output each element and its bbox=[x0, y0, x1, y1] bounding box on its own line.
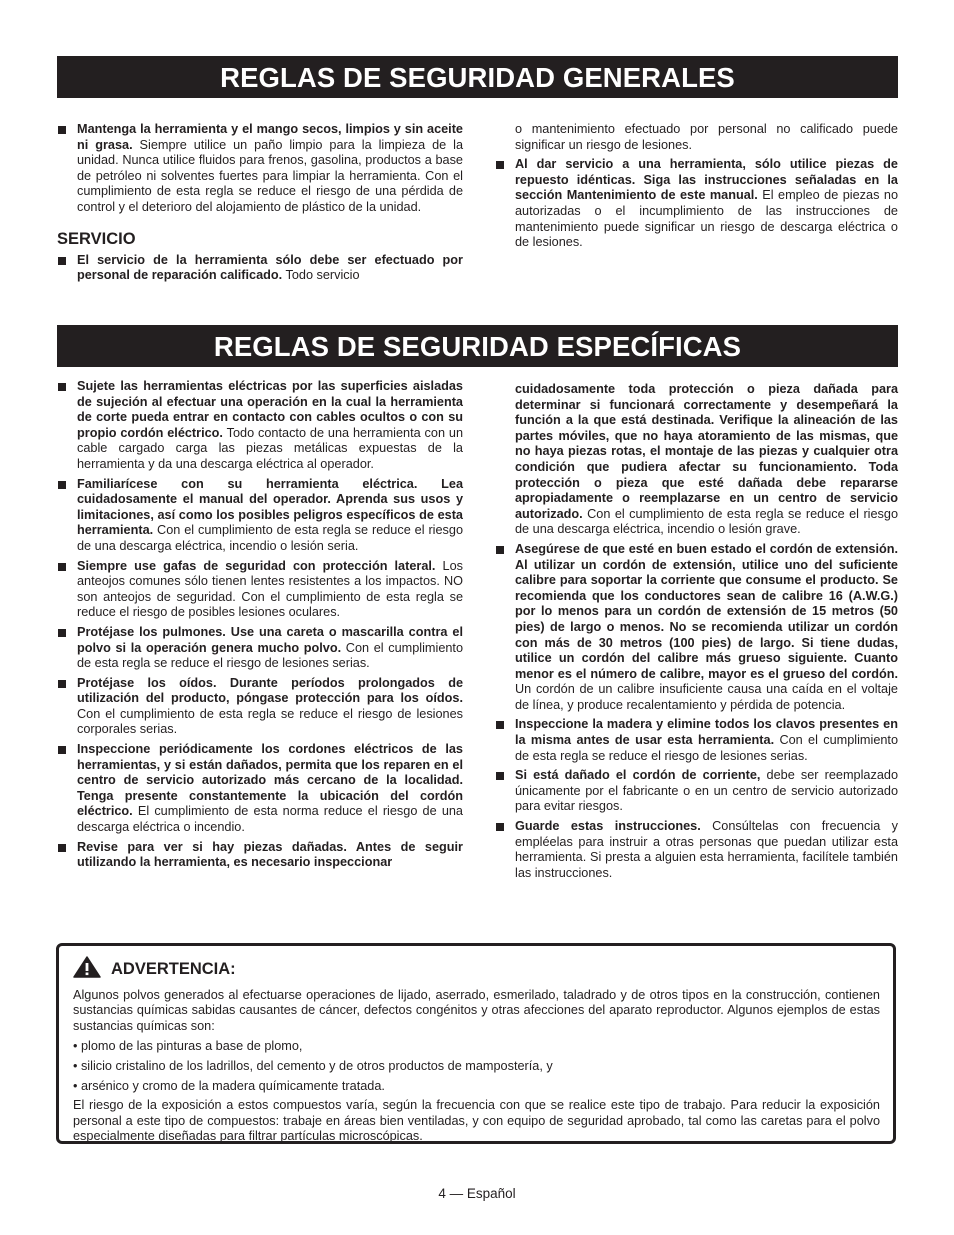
rule-continuation bbox=[495, 122, 898, 153]
warning-intro: Algunos polvos generados al efectuarse operaciones de lijado, aserrado, esmerilado, taladrado y de otros tipos en la construcción, contienen sustancias químicas sabidas causantes de cáncer, defectos congénitos y otras afecciones del aparato reproductor. Algunos ejemplos de estas sustancias químicas son: bbox=[73, 987, 880, 1033]
section-title-general: REGLAS DE SEGURIDAD GENERALES bbox=[220, 62, 735, 93]
rule-item bbox=[57, 676, 463, 738]
rule-text: Siempre utilice un paño limpio para la limpieza de la unidad. Nunca utilice fluidos para frenos, gasolina, productos a base de petróleo ni solventes fuertes para limpiar la herramienta. Con el cumplimiento de esta regla se reduce el riesgo de una pérdida de control y el deterioro del alojamiento de plástico de la unidad. bbox=[77, 137, 463, 214]
rule-item bbox=[57, 559, 463, 621]
rule-lead: Asegúrese de que esté en buen estado el cordón de extensión. Al utilizar un cordón de extensión, utilice uno del suficiente calibre para soportar la corriente que consume el producto. Se recomienda que los conductores sean de calibre 16 (A.W.G.) por lo menos para un cordón de extensión de 15 metros (50 pies) de largo o menos. No se recomienda utilizar un cordón con más de 30 metros (100 pies) de largo. Si tiene dudas, utilice un cordón del calibre más grueso siguiente. Cuanto menor es el número de calibre, mayor es el grueso del cordón. bbox=[515, 541, 898, 681]
rule-text: o mantenimiento efectuado por personal no calificado puede significar un riesgo de lesiones. bbox=[515, 122, 898, 152]
rule-item bbox=[495, 157, 898, 251]
rule-item bbox=[495, 542, 898, 714]
rule-lead: Revise para ver si hay piezas dañadas. Antes de seguir utilizando la herramienta, es necesario inspeccionar bbox=[77, 839, 463, 870]
rule-item bbox=[57, 840, 463, 871]
rule-item bbox=[57, 253, 463, 284]
servicio-heading: SERVICIO bbox=[57, 229, 136, 248]
rule-item bbox=[57, 122, 463, 216]
rule-lead: Protéjase los oídos. Durante períodos prolongados de utilización del producto, póngase protección para los oídos. bbox=[77, 675, 463, 706]
warning-bullet: • silicio cristalino de los ladrillos, del cemento y de otros productos de mampostería, y bbox=[73, 1058, 553, 1073]
rule-lead: Mantenga la herramienta y el mango secos, limpios y sin aceite ni grasa. bbox=[77, 122, 463, 152]
section-banner-specific bbox=[57, 325, 898, 367]
rule-lead: Siempre use gafas de seguridad con protección lateral. bbox=[77, 558, 436, 573]
warning-triangle-icon bbox=[73, 956, 101, 983]
warning-title: ADVERTENCIA: bbox=[111, 959, 236, 978]
rule-item bbox=[495, 819, 898, 881]
warning-header bbox=[73, 956, 880, 983]
rule-text: Con el cumplimiento de esta regla se reduce el riesgo de una descarga eléctrica, incendio o lesión grave. bbox=[515, 506, 898, 537]
rule-text: Consúltelas con frecuencia y empléelas para instruir a otras personas que puedan utilizar esta herramienta. Si presta a alguien esta herramienta, facilítele también las instrucciones. bbox=[515, 819, 899, 880]
rule-text: Todo contacto de una herramienta con un cable cargado carga las piezas metálicas expuestas de la herramienta y da una descarga eléctrica al operador. bbox=[77, 425, 464, 471]
rule-item bbox=[495, 768, 898, 815]
rule-item bbox=[495, 717, 898, 764]
rule-lead: Si está dañado el cordón de corriente, bbox=[515, 768, 761, 783]
page-footer: 4 — Español bbox=[438, 1186, 516, 1201]
rule-lead: Familiarícese con su herramienta eléctrica. Lea cuidadosamente el manual del operador. Aprenda sus usos y limitaciones, así como los posibles peligros específicos de esta herramienta. bbox=[77, 476, 463, 538]
rule-text: Todo servicio bbox=[282, 268, 360, 283]
rule-text: El cumplimiento de esta norma reduce el riesgo de una descarga eléctrica o incendio. bbox=[77, 804, 463, 835]
rule-text: Los anteojos comunes sólo tienen lentes resistentes a los impactos. NO son anteojos de seguridad. Con el cumplimiento de esta regla se reduce el riesgo de posibles lesiones oculares. bbox=[77, 558, 463, 620]
rule-lead: Inspeccione la madera y elimine todos los clavos presentes en la misma antes de usar esta herramienta. bbox=[515, 717, 898, 748]
warning-closing: El riesgo de la exposición a estos compuestos varía, según la frecuencia con que se realice este tipo de trabajo. Para reducir la exposición personal a este tipo de compuestos: trabaje en áreas bien ventiladas, y con equipo de seguridad aprobado, tal como las caretas para el polvo especialmente diseñadas para filtrar partículas microscópicas. bbox=[73, 1098, 880, 1144]
rule-lead: El servicio de la herramienta sólo debe ser efectuado por personal de reparación calificado. bbox=[77, 252, 463, 283]
rule-item bbox=[57, 742, 463, 836]
rule-item bbox=[57, 379, 463, 473]
rule-text: Con el cumplimiento de esta regla se reduce el riesgo de lesiones serias. bbox=[515, 733, 899, 763]
general-rules-left-column bbox=[57, 122, 463, 288]
rule-lead: Sujete las herramientas eléctricas por las superficies aisladas de sujeción al efectuar una operación en la cual la herramienta de corte pueda entrar en contacto con cables ocultos o con su propio cordón eléctrico. bbox=[77, 379, 463, 440]
rule-item bbox=[57, 625, 463, 672]
general-rules-right-column bbox=[495, 122, 898, 255]
rule-text: El empleo de piezas no autorizadas o el incumplimiento de las instrucciones de mantenimiento puede significar un riesgo de descarga eléctrica o de lesiones. bbox=[515, 188, 899, 250]
specific-rules-right-column bbox=[495, 382, 898, 885]
rule-lead: Inspeccione periódicamente los cordones eléctricos de las herramientas, y si están dañados, permita que los reparen en el centro de servicio autorizado más cercano de la localidad. Tenga presente constantemente la ubicación del cordón eléctrico. bbox=[77, 742, 463, 819]
rule-text: Con el cumplimiento de esta regla se reduce el riesgo de una descarga eléctrica, incendio o lesión seria. bbox=[77, 523, 463, 553]
rule-continuation bbox=[495, 382, 898, 538]
rule-lead: Al dar servicio a una herramienta, sólo utilice piezas de repuesto idénticas. Siga las instrucciones señaladas en la sección Mantenimiento de este manual. bbox=[515, 157, 898, 203]
rule-lead: cuidadosamente toda protección o pieza dañada para determinar si funcionará correctamente y desempeñará la función a la que está destinada. Verifique la alineación de las partes móviles, que no haya atoramiento de las mismas, que no haya piezas rotas, el montaje de las piezas y cualquier otra condición que pudiera afectar su funcionamiento. Toda protección o pieza que esté dañada debe repararse apropiadamente o reemplazarse en un centro de servicio autorizado. bbox=[515, 382, 898, 521]
rule-text: Un cordón de un calibre insuficiente causa una caída en el voltaje de línea, y produce recalentamiento y pérdida de potencia. bbox=[515, 682, 898, 712]
rule-item bbox=[57, 477, 463, 555]
rule-text: debe ser reemplazado únicamente por el fabricante o en un centro de servicio autorizado para evitar riesgos. bbox=[515, 768, 899, 814]
section-banner-general bbox=[57, 56, 898, 98]
warning-box bbox=[56, 943, 896, 1144]
specific-rules-left-column bbox=[57, 379, 463, 875]
rule-lead: Guarde estas instrucciones. bbox=[515, 819, 701, 834]
warning-bullet: • arsénico y cromo de la madera químicamente tratada. bbox=[73, 1078, 385, 1093]
rule-text: Con el cumplimiento de esta regla se reduce el riesgo de lesiones serias. bbox=[77, 640, 464, 671]
warning-bullet: • plomo de las pinturas a base de plomo, bbox=[73, 1039, 303, 1054]
section-title-specific: REGLAS DE SEGURIDAD ESPECÍFICAS bbox=[213, 331, 742, 362]
rule-text: Con el cumplimiento de esta regla se reduce el riesgo de lesiones corporales serias. bbox=[77, 706, 463, 737]
rule-lead: Protéjase los pulmones. Use una careta o mascarilla contra el polvo si la operación genera mucho polvo. bbox=[77, 624, 463, 655]
